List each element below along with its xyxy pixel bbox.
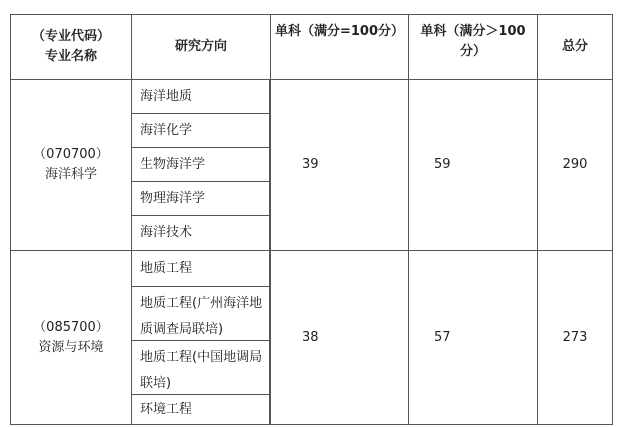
score-table [10,14,613,425]
header-major [11,15,132,80]
header-total: 总分 [538,15,613,80]
direction-cell [132,251,271,425]
major-cell [11,80,132,251]
header-score-over100 [409,15,538,80]
major-code: （070700） [33,147,109,162]
header-score-over100-line2: 分） [459,44,486,59]
header-row [11,15,613,80]
score-over100-cell: 57 [409,251,538,425]
total-score-cell: 290 [538,80,613,251]
header-score-100: 单科（满分=100分） [271,15,409,80]
header-score-over100-line1: 单科（满分＞100 [420,24,526,39]
major-name: 海洋科学 [44,167,97,182]
direction-item: 生物海洋学 [132,148,269,182]
header-direction: 研究方向 [132,15,271,80]
score-100-cell: 39 [271,80,409,251]
direction-item: 环境工程 [140,401,193,417]
direction-item: 物理海洋学 [132,182,269,216]
direction-item: 海洋化学 [132,114,269,148]
direction-item: 海洋地质 [132,80,269,114]
direction-item: 地质工程(中国地调局联培) [132,341,269,395]
header-major-name-label: 专业名称 [44,49,97,64]
direction-cell [132,80,271,251]
direction-item: 海洋技术 [140,225,193,240]
major-cell [11,251,132,425]
header-major-code-label: （专业代码） [31,29,110,44]
table-row-marine-science [11,80,613,251]
direction-item: 地质工程 [132,251,269,287]
total-score-cell: 273 [538,251,613,425]
score-over100-cell: 59 [409,80,538,251]
table-row-resources-environment [11,251,613,425]
major-name: 资源与环境 [38,339,104,355]
direction-item: 地质工程(广州海洋地质调查局联培) [132,287,269,341]
major-code: （085700） [33,319,109,335]
score-100-cell: 38 [271,251,409,425]
